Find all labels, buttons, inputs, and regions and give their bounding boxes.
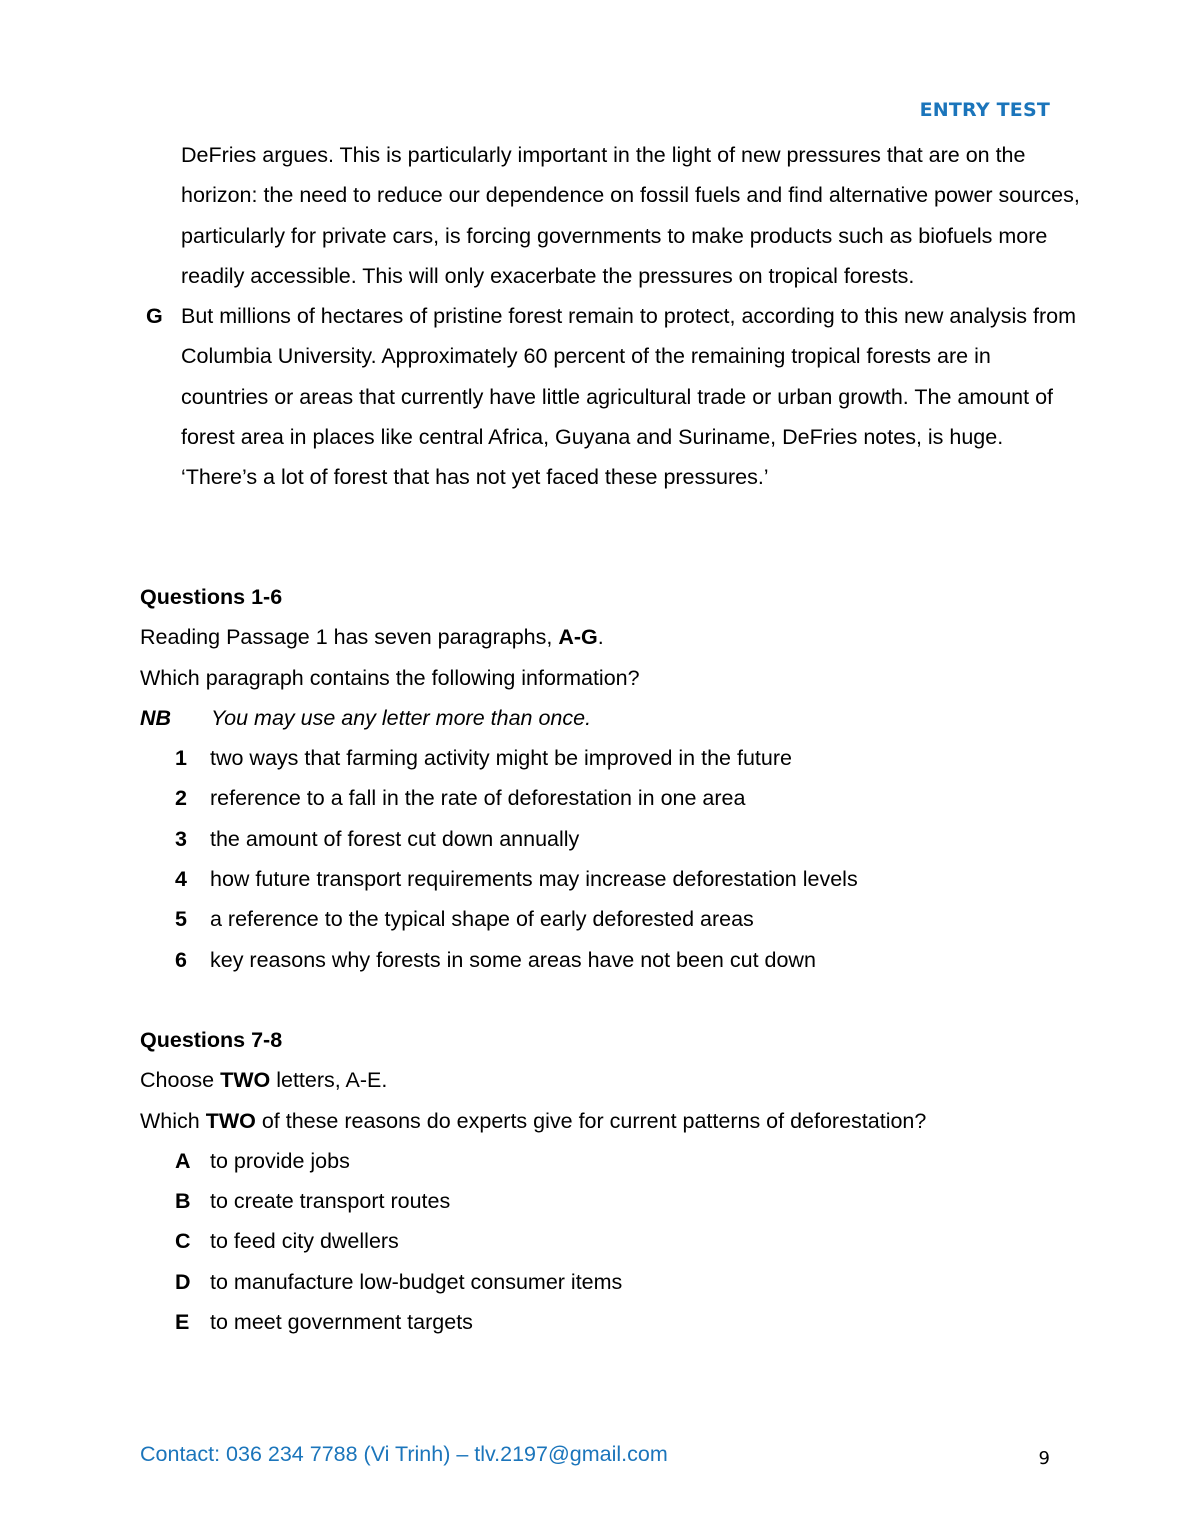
question-number: 3 xyxy=(175,826,187,851)
question-text: reference to a fall in the rate of deforestation in one area xyxy=(210,786,746,811)
intro-punct: . xyxy=(597,625,604,650)
which-text: Which xyxy=(140,1108,206,1133)
option-text: to meet government targets xyxy=(210,1310,473,1335)
questions-7-8-section xyxy=(140,1020,1080,1342)
reading-passage xyxy=(140,135,1080,498)
which-question xyxy=(140,1101,1080,1141)
option-text: to manufacture low-budget consumer items xyxy=(210,1269,623,1294)
which-text-end: of these reasons do experts give for current patterns of deforestation? xyxy=(255,1108,927,1133)
section-instruction: Which paragraph contains the following information? xyxy=(140,665,640,690)
option-item xyxy=(140,1141,1080,1181)
option-letter: D xyxy=(175,1269,191,1294)
paragraph-text: But millions of hectares of pristine forest remain to protect, according to this new analysis from Columbia University. Approximately 60 percent of the remaining tropical forests are in countries or areas that currently have little agricultural trade or urban growth. The amount of forest area in places like central Africa, Guyana and Suriname, DeFries notes, is huge. ‘There’s a lot of forest that has not yet faced these pressures.’ xyxy=(181,304,1077,490)
question-text: the amount of forest cut down annually xyxy=(210,826,580,851)
footer-contact: Contact: 036 234 7788 (Vi Trinh) – tlv.2197@gmail.com xyxy=(140,1442,668,1466)
option-letter: B xyxy=(175,1189,191,1214)
choose-text: Choose xyxy=(140,1068,221,1093)
option-letter: E xyxy=(175,1310,190,1335)
question-item xyxy=(140,899,1080,939)
question-item xyxy=(140,778,1080,818)
option-text: to provide jobs xyxy=(210,1148,350,1173)
question-text: key reasons why forests in some areas have not been cut down xyxy=(210,947,816,972)
question-number: 2 xyxy=(175,786,187,811)
section-title: Questions 7-8 xyxy=(140,1028,283,1052)
paragraph-letter: G xyxy=(146,304,163,329)
question-item xyxy=(140,819,1080,859)
question-item xyxy=(140,738,1080,778)
option-letter: A xyxy=(175,1148,191,1173)
choose-instruction xyxy=(140,1060,1080,1100)
question-item xyxy=(140,859,1080,899)
question-number: 4 xyxy=(175,867,187,892)
passage-paragraph-g xyxy=(140,296,1080,497)
option-letter: C xyxy=(175,1229,191,1254)
choose-bold: TWO xyxy=(220,1068,271,1093)
page-number: 9 xyxy=(1038,1448,1050,1469)
choose-text-end: letters, A-E. xyxy=(270,1068,388,1093)
option-item xyxy=(140,1221,1080,1261)
section-title: Questions 1-6 xyxy=(140,585,283,609)
question-number: 5 xyxy=(175,907,187,932)
section-intro xyxy=(140,617,1080,657)
nb-note xyxy=(140,698,1080,738)
questions-1-6-section xyxy=(140,577,1080,980)
intro-bold: A-G xyxy=(558,625,598,650)
header-tag: ENTRY TEST xyxy=(919,99,1050,121)
option-text: to feed city dwellers xyxy=(210,1229,399,1254)
intro-text: Reading Passage 1 has seven paragraphs, xyxy=(140,625,559,650)
question-number: 6 xyxy=(175,947,187,972)
question-number: 1 xyxy=(175,746,187,771)
option-item xyxy=(140,1262,1080,1302)
option-item xyxy=(140,1302,1080,1342)
nb-label: NB xyxy=(140,705,172,730)
paragraph-text: DeFries argues. This is particularly important in the light of new pressures that are on the horizon: the need to reduce our dependence on fossil fuels and find alternative power sources, particularly for private cars, is forcing governments to make products such as biofuels more readily accessible. This will only exacerbate the pressures on tropical forests. xyxy=(181,143,1080,288)
question-text: two ways that farming activity might be improved in the future xyxy=(210,746,792,771)
question-text: how future transport requirements may increase deforestation levels xyxy=(210,867,858,892)
question-text: a reference to the typical shape of early deforested areas xyxy=(210,907,754,932)
option-text: to create transport routes xyxy=(210,1189,451,1214)
passage-paragraph xyxy=(140,135,1080,296)
which-bold: TWO xyxy=(205,1108,256,1133)
nb-text: You may use any letter more than once. xyxy=(211,705,592,730)
option-item xyxy=(140,1181,1080,1221)
question-item xyxy=(140,940,1080,980)
